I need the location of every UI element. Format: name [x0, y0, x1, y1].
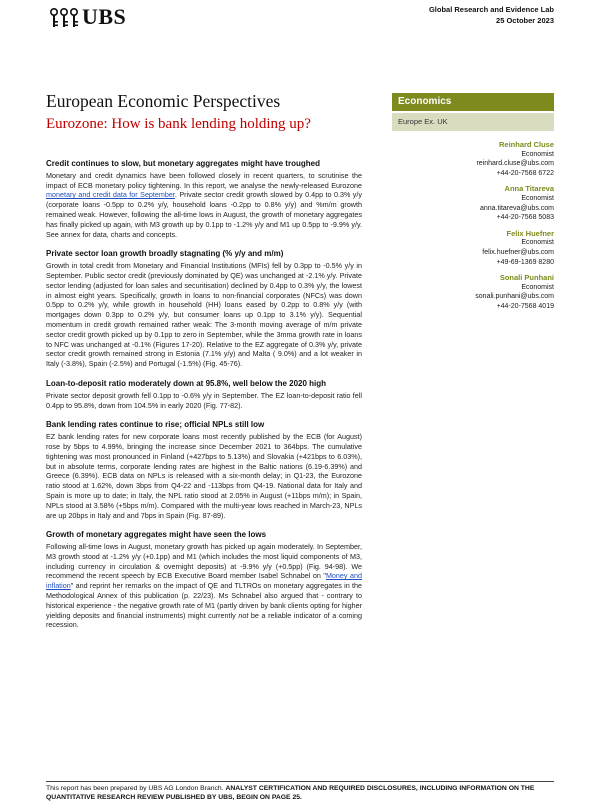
analyst-card	[384, 184, 554, 222]
analyst-card	[384, 140, 554, 178]
report-date: 25 October 2023	[496, 16, 554, 25]
analyst-phone: +44-20-7568 5083	[496, 214, 554, 222]
paragraph-text: Following all-time lows in August, monetary growth has picked up again moderately. In September, M3 growth stood at -1.2% y/y (+0.1pp) and M1 (which includes the most liquid components of M3, including currency in circulation & overnight deposits) at -9.9% y/y (+0.5pp) (Fig. 94-98). We recommend the recent speech by ECB Executive Board member Isabel Schnabel on "	[46, 542, 362, 581]
analyst-email[interactable]: sonali.punhani@ubs.com	[475, 293, 554, 301]
section-paragraph: EZ bank lending rates for new corporate loans most recently published by the ECB (for August) rose by 5bps to 4.99%, bringing the increase since December 2021 to 364bps. The cumulative tightening was most pronounced in Finland (+427bps to 5.13%) and Slovakia (+421bps to 6.03%), but in absolute terms, corporate lending rates are highest in the Baltic nations (6.19-6.39%) and Greece (6.39%). ECB data on NPLs is released with a six-month delay; in Q1-23, the Eurozone ratio stood at 1.62%, down 3bps from Q4-22 and -113bps from Q4-19. National data for Italy and Spain is more up to date; in Italy, the NPL ratio stood at 2.05% in August (+11bps m/m); in Spain, NPLs stood at 3.58% (+5bps m/m). Compared with the multi-year lows reached in March-23, NPLs are up 20bps in Italy and and 7bps in Spain (Fig. 87-89).	[46, 432, 362, 520]
series-title: European Economic Perspectives	[46, 91, 281, 111]
section-heading: Growth of monetary aggregates might have seen the lows	[46, 530, 267, 540]
section-paragraph: Private sector deposit growth fell 0.1pp to -0.6% y/y in September. The EZ loan-to-deposit ratio fell 0.4pp to 95.8%, down from 104.5% in early 2020 (Fig. 77-82).	[46, 390, 362, 410]
analyst-phone: +44-20-7568 6722	[496, 169, 554, 177]
report-headline: Eurozone: How is bank lending holding up?	[46, 116, 311, 132]
analyst-name: Sonali Punhani	[499, 273, 554, 283]
lab-name: Global Research and Evidence Lab	[428, 5, 554, 14]
section-paragraph: Growth in total credit from Monetary and Financial Institutions (MFIs) fell by 0.3pp to -0.5% y/y in September. Public sector credit (previously dominated by QE) was unchanged at -2.1% y/y. Private sector lending (adjusted for loan sales and securitisation) declined by 0.4pp to 0.3% y/y, the lowest in almost eight years. Specifically, growth in loans to non-financial corporates (NFCs) was down 0.5pp to 0.2% y/y, while growth in household (HH) loans eased by 0.2pp to 0.8% y/y (with mortgages down 0.3pp to 0.2% y/y, but consumer loans up 0.1pp to 3.1% y/y). Sequential momentum in credit growth remained rather weak: The 3-month moving average of m/m private sector credit growth picked up by 0.1pp to zero in September, while the 3mma growth rate in loans to NFC was unchanged at -0.1% (Figures 17-20). Relative to the EZ aggregate of 0.3% y/y, private sector credit growth remained strong in Estonia (7.1% y/y) and Malta ( 9.0%) and a lot weaker in Italy (-3.8%), Spain (-2.5%) and Portugal (-1.5%) (Fig. 45-76).	[46, 261, 362, 369]
region-badge: Europe Ex. UK	[392, 113, 554, 131]
paragraph-text: Monetary and credit dynamics have been followed closely in recent quarters, to scrutinise the impact of ECB monetary policy tightening. In this report, we analyse the newly-released Eurozone	[46, 170, 362, 190]
section-paragraph	[46, 542, 362, 630]
footer-divider	[46, 781, 554, 782]
analyst-email[interactable]: anna.titareva@ubs.com	[479, 204, 554, 212]
paragraph-text: " and reprint her remarks on the impact of QE and TLTROs on monetary aggregates in the Methodological Annex of this publication (p. 22/23). Ms Schnabel also argued that - contrary to historical experience - the negative growth rate of M1 (partly driven by bank clients opting for higher yielding deposits and financial instruments) might currently	[46, 581, 363, 620]
analyst-role: Economist	[521, 194, 554, 202]
analyst-email[interactable]: felix.huefner@ubs.com	[482, 248, 554, 256]
header-info	[429, 4, 554, 26]
section-heading: Bank lending rates continue to rise; official NPLs still low	[46, 420, 265, 430]
footer-disclaimer	[46, 785, 554, 802]
analyst-card	[384, 229, 554, 267]
footer-bold: ANALYST CERTIFICATION AND REQUIRED DISCLOSURES, INCLUDING INFORMATION ON THE QUANTITATIVE RESEARCH REVIEW PUBLISHED BY UBS, BEGIN ON PAGE 25.	[46, 785, 535, 801]
analyst-phone: +44-20-7568 4019	[496, 302, 554, 310]
analyst-card	[384, 273, 554, 311]
brand-logo-text: UBS	[82, 4, 127, 29]
analyst-name: Reinhard Cluse	[498, 140, 554, 149]
paragraph-text: . Private sector credit growth slowed by 0.4pp to 0.3% y/y (corporate loans -0.5pp to 0.2% y/y, household loans -0.2pp to 0.8% y/y) and %m/m growth remained weak. However, following the all-time lows in August, the growth of monetary aggregates has finally picked up again, with M3 growth up by 0.1pp to -1.2% y/y and M1 up 0.5pp to -9.9% y/y. See annex for data, charts and concepts.	[46, 190, 362, 239]
analyst-name: Felix Huefner	[506, 228, 554, 238]
analyst-role: Economist	[521, 150, 554, 158]
emphasis-text: not	[238, 610, 249, 620]
section-heading: Private sector loan growth broadly stagnating (% y/y and m/m)	[46, 249, 284, 259]
analyst-email[interactable]: reinhard.cluse@ubs.com	[476, 160, 554, 168]
section-heading: Credit continues to slow, but monetary aggregates might have troughed	[46, 159, 320, 168]
report-body	[46, 159, 362, 640]
section-heading: Loan-to-deposit ratio moderately down at 95.8%, well below the 2020 high	[46, 378, 327, 388]
money-inflation-link[interactable]: Money and inflation	[46, 571, 363, 591]
footer-plain: This report has been prepared by UBS AG London Branch.	[46, 785, 224, 792]
analyst-name: Anna Titareva	[504, 184, 554, 194]
paragraph-text: be a reliable indicator of a coming recession.	[46, 610, 362, 630]
category-badge: Economics	[392, 93, 554, 111]
analyst-role: Economist	[521, 283, 554, 291]
section-paragraph	[46, 171, 362, 240]
monetary-data-link[interactable]: monetary and credit data for September	[46, 190, 175, 200]
analyst-phone: +49-69-1369 8280	[496, 258, 554, 266]
analyst-role: Economist	[521, 239, 554, 247]
analyst-list	[384, 140, 554, 318]
